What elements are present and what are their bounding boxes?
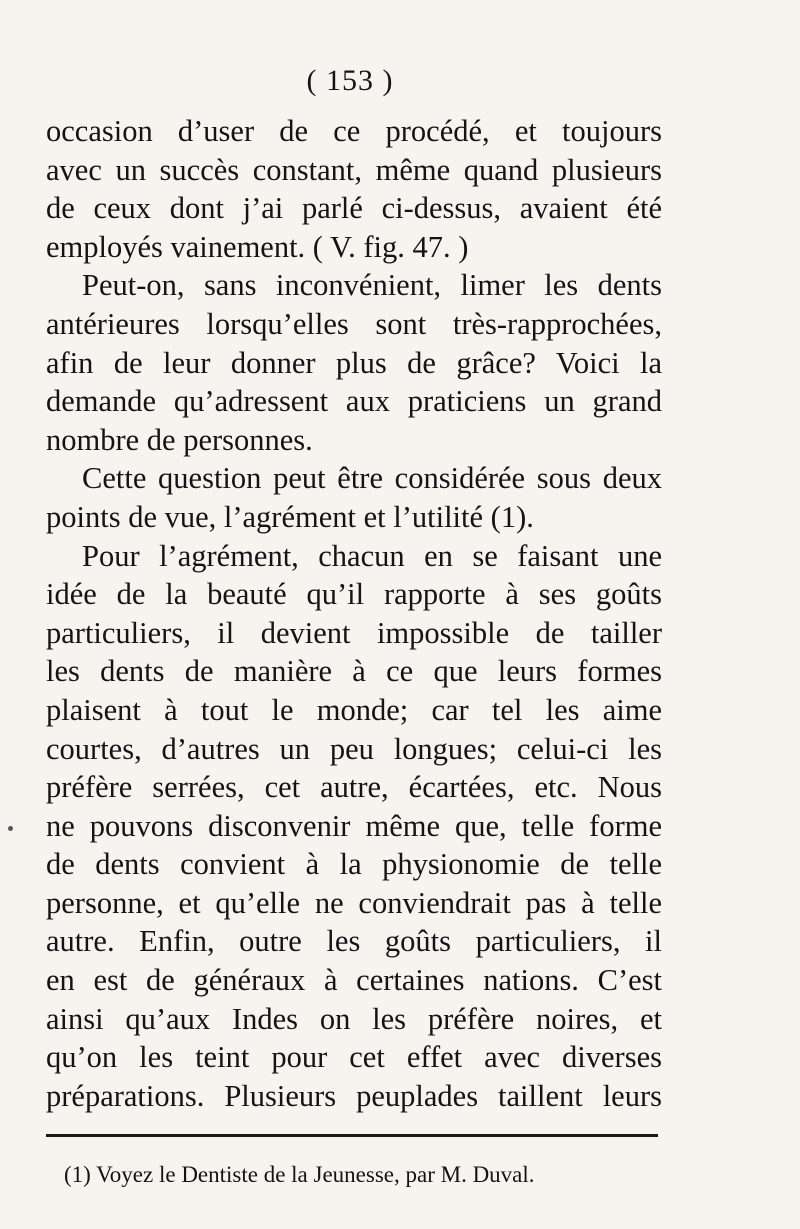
text-line: ainsi qu’aux Indes on les préfère noires, et [46,1001,662,1036]
text-line: de ceux dont j’ai parlé ci-dessus, avaient été [46,191,662,226]
text-line: autre. Enfin, outre les goûts particuliers, il [46,924,662,959]
text-line: avec un succès constant, même quand plusieurs [46,152,662,187]
text-line: antérieures lorsqu’elles sont très-rapprochées, [46,306,662,341]
text-line: Cette question peut être considérée sous deux [82,461,662,496]
footnote: (1) Voyez le Dentiste de la Jeunesse, par M. Duval. [64,1162,535,1187]
text-line: idée de la beauté qu’il rapporte à ses goûts [46,577,662,612]
page-number: ( 153 ) [306,64,394,97]
text-line: employés vainement. ( V. fig. 47. ) [46,229,469,264]
text-line: particuliers, il devient impossible de tailler [46,615,662,650]
text-line: préfère serrées, cet autre, écartées, etc. Nous [46,770,662,805]
text-line: nombre de personnes. [46,422,313,457]
text-line: afin de leur donner plus de grâce? Voici la [46,345,662,380]
text-line: ne pouvons disconvenir même que, telle forme [46,808,662,843]
text-line: occasion d’user de ce procédé, et toujours [46,114,662,148]
text-line: Peut-on, sans inconvénient, limer les dents [82,268,662,303]
footnote-rule [46,1134,658,1137]
text-line: qu’on les teint pour cet effet avec diverses [46,1040,662,1075]
text-line: demande qu’adressent aux praticiens un grand [46,384,662,419]
ink-speck [8,826,13,831]
text-line: Pour l’agrément, chacun en se faisant une [82,538,662,573]
text-line: personne, et qu’elle ne conviendrait pas à telle [46,885,662,920]
body-text [46,112,662,1115]
text-line: courtes, d’autres un peu longues; celui-ci les [46,731,662,766]
text-line: points de vue, l’agrément et l’utilité (1). [46,499,534,534]
text-line: de dents convient à la physionomie de telle [46,847,662,882]
text-line: les dents de manière à ce que leurs formes [46,654,662,689]
text-line: préparations. Plusieurs peuplades taillent leurs [46,1078,662,1113]
text-line: plaisent à tout le monde; car tel les aime [46,692,662,727]
text-line: en est de généraux à certaines nations. C’est [46,963,662,998]
